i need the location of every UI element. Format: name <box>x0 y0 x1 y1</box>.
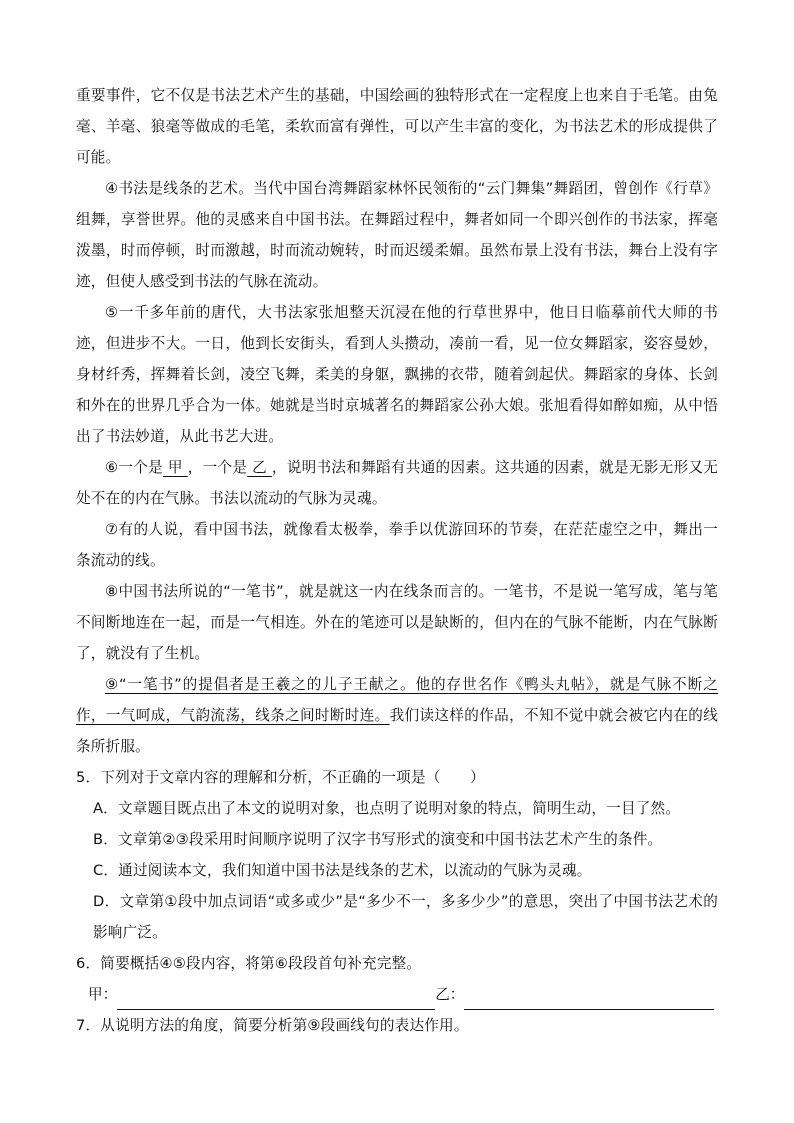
passage-paragraph-8: ⑧中国书法所说的“一笔书”，就是就这一内在线条而言的。一笔书，不是说一笔写成，笔与笔不间断地连在一起，而是一气相连。外在的笔迹可以是缺断的，但内在的气脉不能断，内在气脉断了，就没有了生机。 <box>76 583 718 662</box>
underlined-sentence: ⑨“一笔书”的提倡者是王羲之的儿子王献之。他的存世名作《鸭头丸帖》，就是气脉不断之作，一气呵成，气韵流荡，线条之间时断时连。 <box>76 676 718 724</box>
q6-yi-label: 乙： <box>435 986 465 1003</box>
document-content <box>76 80 718 1041</box>
passage-paragraph-6 <box>76 452 718 514</box>
question-6: 6．简要概括④⑤段内容，将第⑥段段首句补充完整。 <box>76 955 422 972</box>
p6-text-a: ⑥一个是 <box>105 459 163 476</box>
q6-answer-row <box>76 979 718 1010</box>
passage-paragraph-4: ④书法是线条的艺术。当代中国台湾舞蹈家林怀民领衔的“云门舞集”舞蹈团，曾创作《行草》组舞，享誉世界。他的灵感来自中国书法。在舞蹈过程中，舞者如同一个即兴创作的书法家，挥毫泼墨，时而停顿，时而激越，时而流动婉转，时而迟缓柔媚。虽然布景上没有书法，舞台上没有字迹，但使人感受到书法的气脉在流动。 <box>76 180 718 290</box>
p6-text-b: ，一个是 <box>187 459 248 476</box>
passage-paragraph-9 <box>76 669 718 762</box>
q5-option-d: D．文章第①段中加点词语“或多或少”是“多少不一，多多少少”的意思，突出了中国书法艺术的影响广泛。 <box>93 893 718 941</box>
q5-option-c: C．通过阅读本文，我们知道中国书法是线条的艺术，以流动的气脉为灵魂。 <box>93 862 592 879</box>
question-5: 5．下列对于文章内容的理解和分析，不正确的一项是（ ） <box>76 769 485 786</box>
p6-text-c: ，说明书法和舞蹈有共通的因素。这共通的因素，就是无影无形又无处不在的内在气脉。书法以流动的气脉为灵魂。 <box>76 459 718 507</box>
q6-jia-answer-line[interactable] <box>117 989 435 1010</box>
q6-jia-label: 甲： <box>88 986 118 1003</box>
passage-paragraph-7: ⑦有的人说，看中国书法，就像看太极拳，拳手以优游回环的节奏，在茫茫虚空之中，舞出一条流动的线。 <box>76 521 718 569</box>
passage-paragraph-5: ⑤一千多年前的唐代，大书法家张旭整天沉浸在他的行草世界中，他日日临摹前代大师的书迹，但进步不大。一日，他到长安街头，看到人头攒动，凑前一看，见一位女舞蹈家，姿容曼妙，身材纤秀，挥舞着长剑，凌空飞舞，柔美的身躯，飘拂的衣带，随着剑起伏。舞蹈家的身体、长剑和外在的世界几乎合为一体。她就是当时京城著名的舞蹈家公孙大娘。张旭看得如醉如痴，从中悟出了书法妙道，从此书艺大进。 <box>76 304 718 445</box>
blank-yi: 乙 <box>247 459 272 476</box>
passage-paragraph-3-continued: 重要事件，它不仅是书法艺术产生的基础，中国绘画的独特形式在一定程度上也来自于毛笔。由兔毫、羊毫、狼毫等做成的毛笔，柔软而富有弹性，可以产生丰富的变化，为书法艺术的形成提供了可能。 <box>76 87 718 166</box>
p9-rest: 我们读这样的作品，不知不觉中就会被它内在的线条所折服。 <box>76 707 719 755</box>
q6-yi-answer-line[interactable] <box>464 989 714 1010</box>
question-7: 7．从说明方法的角度，简要分析第⑨段画线句的表达作用。 <box>76 1017 469 1034</box>
blank-jia: 甲 <box>162 459 188 476</box>
q5-option-a: A．文章题目既点出了本文的说明对象，也点明了说明对象的特点，简明生动，一目了然。 <box>93 800 681 817</box>
q5-option-b: B．文章第②③段采用时间顺序说明了汉字书写形式的演变和中国书法艺术产生的条件。 <box>93 831 663 848</box>
